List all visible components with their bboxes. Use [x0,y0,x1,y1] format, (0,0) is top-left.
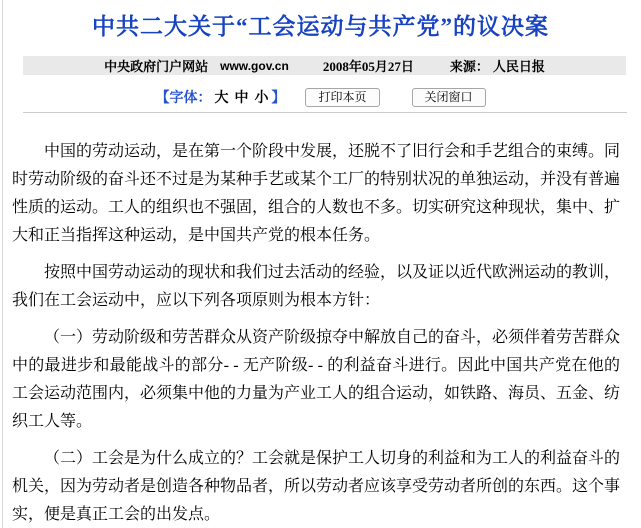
font-size-small-link[interactable]: 小 [254,91,269,106]
font-size-medium-link[interactable]: 中 [234,91,249,106]
page-title: 中共二大关于“工会运动与共产党”的议决案 [92,14,549,39]
source-value: 人民日报 [492,59,545,74]
font-size-large-link[interactable]: 大 [214,91,229,106]
article-paragraph-1: 中国的劳动运动，是在第一个阶段中发展，还脱不了旧行会和手艺组合的束缚。同时劳动阶级的奋斗还不过是为某种手艺或某个工厂的特别状况的单独运动，并没有普遍性质的运动。工人的组织也不强固，组合的人数也不多。切实研究这种现状，集中、扩大和正当指挥这种运动，是中国共产党的根本任务。 [12,143,621,244]
font-label-close: 】 [271,91,286,106]
font-size-toolbar [0,86,641,108]
article-date: 2008年05月27日 [322,59,414,74]
meta-bar [23,56,626,75]
article-body [12,138,620,528]
site-url-link[interactable]: www.gov.cn [220,58,289,73]
article-paragraph-3: （一）劳动阶级和劳苦群众从资产阶级掠夺中解放自己的奋斗，必须伴着劳苦群众中的最进步和最能战斗的部分- - 无产阶级- - 的利益奋斗进行。因此中国共产党在他的工会运动范围内，必须集中他的力量为产业工人的组合运动，如铁路、海员、五金、纺织工人等。 [12,329,621,430]
header-divider [23,112,627,113]
print-page-button[interactable]: 打印本页 [305,88,379,107]
font-label-open: 【字体： [155,91,212,106]
article-paragraph-2: 按照中国劳动运动的现状和我们过去活动的经验，以及证以近代欧洲运动的教训，我们在工会运动中，应以下列各项原则为根本方针： [12,264,621,309]
article-paragraph-4: （二）工会是为什么成立的？工会就是保护工人切身的利益和为工人的利益奋斗的机关，因为劳动者是创造各种物品者，所以劳动者应该享受劳动者所创的东西。这个事实，便是真正工会的出发点。 [12,450,621,523]
site-name: 中央政府门户网站 [104,59,209,74]
close-window-button[interactable]: 关闭窗口 [412,88,486,107]
left-border-line [2,0,3,528]
source-label: 来源： [449,59,489,74]
